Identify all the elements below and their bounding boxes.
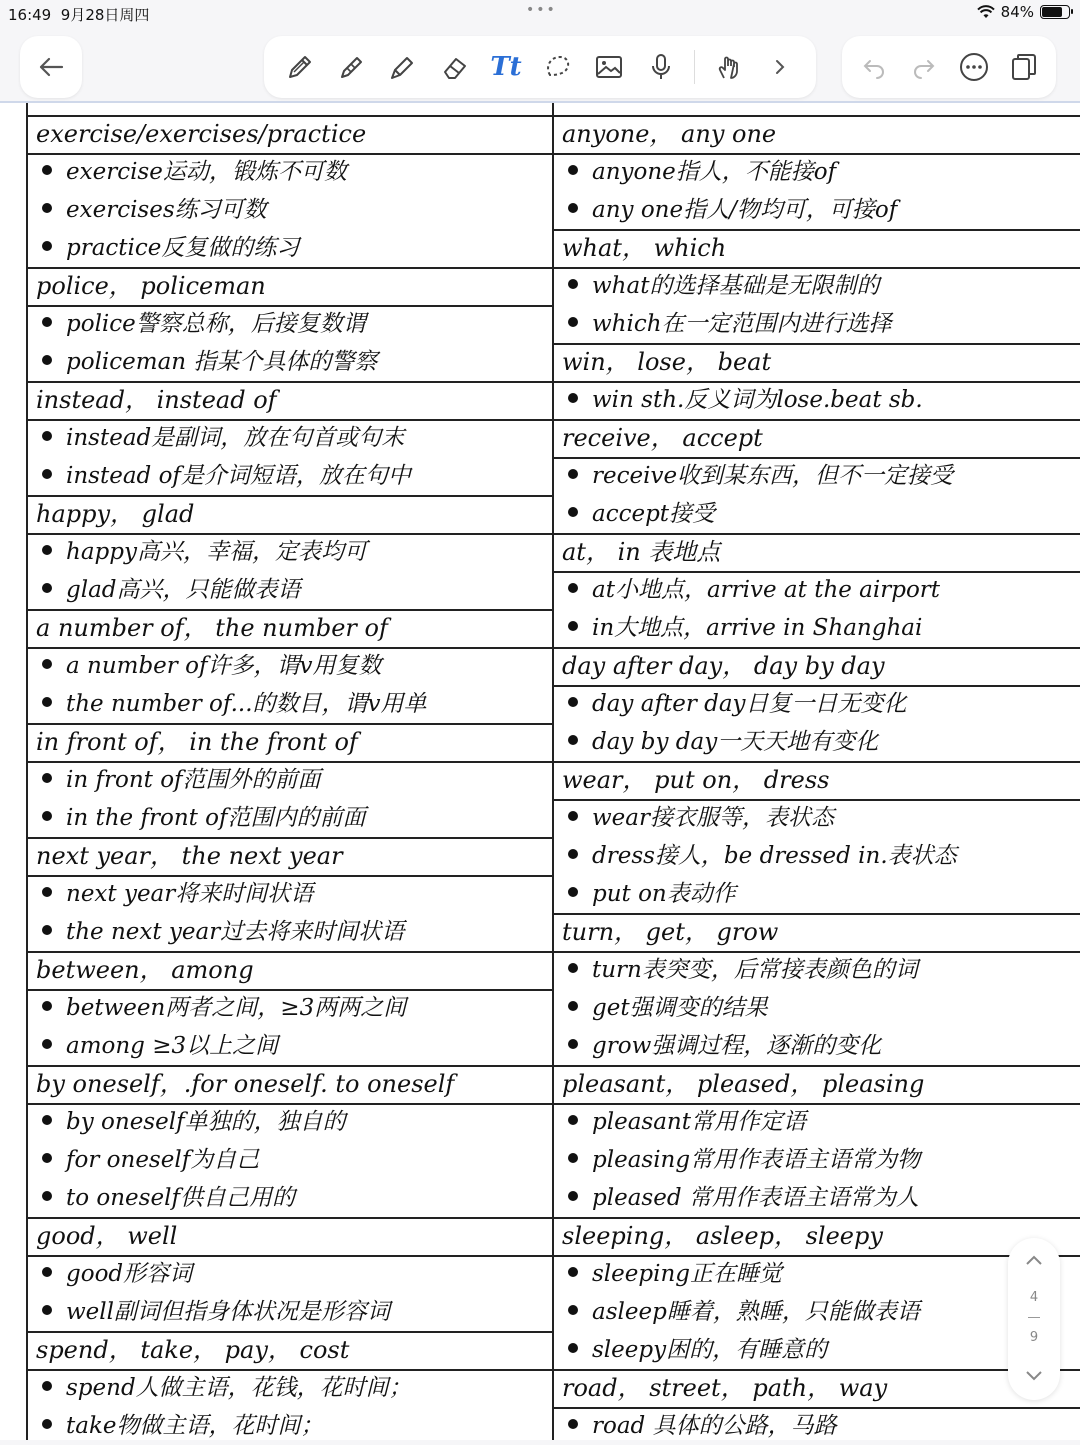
page-up-icon[interactable] xyxy=(1024,1254,1044,1266)
note-bullet-item xyxy=(28,913,554,951)
back-button[interactable] xyxy=(20,36,82,98)
bullet-icon xyxy=(42,1191,52,1201)
heading-text: by oneself，.for oneself. to oneself xyxy=(36,1070,455,1098)
note-heading xyxy=(28,495,554,533)
image-icon[interactable] xyxy=(591,49,627,85)
page-scroller[interactable] xyxy=(1008,1238,1060,1400)
note-bullet-item xyxy=(554,1141,1080,1179)
lasso-icon[interactable] xyxy=(540,49,576,85)
bullet-icon xyxy=(42,1419,52,1429)
note-bullet-item xyxy=(554,837,1080,875)
redo-icon[interactable] xyxy=(906,49,942,85)
heading-text: good， well xyxy=(36,1222,178,1250)
item-text: for oneself为自己 xyxy=(66,1147,260,1173)
total-pages: 9 xyxy=(1029,1330,1039,1345)
pencil-icon[interactable] xyxy=(385,49,421,85)
heading-text: turn， get， grow xyxy=(562,918,779,946)
bullet-icon xyxy=(568,507,578,517)
heading-text: receive， accept xyxy=(562,424,763,452)
status-time: 16:49 9月28日周四 xyxy=(8,6,150,24)
item-text: any one指人/物均可，可接of xyxy=(592,197,898,223)
note-heading xyxy=(28,1331,554,1369)
bullet-icon xyxy=(568,1001,578,1011)
note-bullet-item xyxy=(28,343,554,381)
item-text: instead of是介词短语，放在句中 xyxy=(66,463,411,489)
heading-text: win， lose， beat xyxy=(562,348,772,376)
note-bullet-item xyxy=(554,495,1080,533)
bullet-icon xyxy=(568,1115,578,1125)
item-text: win sth.反义词为lose.beat sb. xyxy=(592,387,923,413)
item-text: a number of许多，谓v用复数 xyxy=(66,653,382,679)
bullet-icon xyxy=(568,1305,578,1315)
note-bullet-item xyxy=(28,1407,554,1445)
item-text: asleep睡着，熟睡，只能做表语 xyxy=(592,1299,920,1325)
bullet-icon xyxy=(42,1039,52,1049)
note-bullet-item xyxy=(28,647,554,685)
note-bullet-item xyxy=(554,153,1080,191)
toolbar xyxy=(0,26,1080,104)
back-arrow-icon xyxy=(38,56,64,78)
item-text: among ≥3以上之间 xyxy=(66,1033,279,1059)
item-text: put on表动作 xyxy=(592,881,736,907)
bullet-icon xyxy=(42,1153,52,1163)
bullet-icon xyxy=(42,165,52,175)
note-bullet-item xyxy=(554,609,1080,647)
note-bullet-item xyxy=(28,1255,554,1293)
item-text: well副词但指身体状况是形容词 xyxy=(66,1299,391,1325)
item-text: sleepy困的，有睡意的 xyxy=(592,1337,828,1363)
note-bullet-item xyxy=(554,1331,1080,1369)
item-text: between两者之间，≥3两两之间 xyxy=(66,995,407,1021)
heading-text: anyone， any one xyxy=(562,120,777,148)
heading-text: in front of， in the front of xyxy=(36,728,358,756)
item-text: glad高兴，只能做表语 xyxy=(66,577,301,603)
bullet-icon xyxy=(568,1343,578,1353)
heading-text: road， street， path， way xyxy=(562,1374,888,1402)
note-bullet-item xyxy=(554,381,1080,419)
note-bullet-item xyxy=(28,457,554,495)
bullet-icon xyxy=(568,583,578,593)
bullet-icon xyxy=(42,697,52,707)
status-bar xyxy=(0,0,1080,26)
bullet-icon xyxy=(42,1001,52,1011)
note-bullet-item xyxy=(28,761,554,799)
note-bullet-item xyxy=(554,305,1080,343)
bullet-icon xyxy=(568,279,578,289)
battery-icon xyxy=(1040,5,1070,19)
note-bullet-item xyxy=(28,875,554,913)
bullet-icon xyxy=(42,659,52,669)
note-bullet-item xyxy=(28,1141,554,1179)
note-heading xyxy=(554,761,1080,799)
note-heading xyxy=(28,837,554,875)
heading-text: sleeping， asleep， sleepy xyxy=(562,1222,883,1250)
bullet-icon xyxy=(568,317,578,327)
note-heading xyxy=(554,229,1080,267)
note-bullet-item xyxy=(28,191,554,229)
heading-text: a number of， the number of xyxy=(36,614,388,642)
wifi-icon xyxy=(977,5,995,19)
note-heading xyxy=(554,647,1080,685)
item-text: by oneself单独的，独自的 xyxy=(66,1109,346,1135)
bullet-icon xyxy=(42,811,52,821)
status-date: 9月28日周四 xyxy=(60,6,150,24)
note-bullet-item xyxy=(554,989,1080,1027)
note-bullet-item xyxy=(28,1103,554,1141)
note-bullet-item xyxy=(554,1255,1080,1293)
bullet-icon xyxy=(568,963,578,973)
note-page[interactable] xyxy=(0,103,1080,1440)
note-heading xyxy=(554,343,1080,381)
bullet-icon xyxy=(568,887,578,897)
bullet-icon xyxy=(568,203,578,213)
document-actions xyxy=(842,36,1056,98)
item-text: dress接人，be dressed in.表状态 xyxy=(592,843,957,869)
bullet-icon xyxy=(42,469,52,479)
note-bullet-item xyxy=(28,1293,554,1331)
item-text: next year将来时间状语 xyxy=(66,881,314,907)
battery-fill xyxy=(1042,7,1062,17)
heading-text: happy， glad xyxy=(36,500,195,528)
note-heading xyxy=(554,1369,1080,1407)
bullet-icon xyxy=(568,165,578,175)
bullet-icon xyxy=(42,1381,52,1391)
item-text: anyone指人，不能接of xyxy=(592,159,837,185)
note-heading xyxy=(554,1217,1080,1255)
note-bullet-item xyxy=(28,153,554,191)
note-bullet-item xyxy=(554,1027,1080,1065)
bullet-icon xyxy=(568,1267,578,1277)
item-text: to oneself供自己用的 xyxy=(66,1185,295,1211)
note-bullet-item xyxy=(554,685,1080,723)
item-text: wear接衣服等，表状态 xyxy=(592,805,835,831)
item-text: road 具体的公路，马路 xyxy=(592,1413,837,1439)
note-bullet-item xyxy=(554,1179,1080,1217)
item-text: policeman 指某个具体的警察 xyxy=(66,349,378,375)
item-text: day by day一天天地有变化 xyxy=(592,729,879,755)
note-bullet-item xyxy=(554,571,1080,609)
undo-icon[interactable] xyxy=(856,49,892,85)
text-tool-icon[interactable]: Tt xyxy=(490,52,522,82)
note-bullet-item xyxy=(28,1179,554,1217)
bullet-icon xyxy=(568,697,578,707)
item-text: what的选择基础是无限制的 xyxy=(592,273,880,299)
heading-text: between， among xyxy=(36,956,254,984)
bullet-icon xyxy=(568,393,578,403)
item-text: in front of范围外的前面 xyxy=(66,767,321,793)
note-heading xyxy=(554,115,1080,153)
note-heading xyxy=(554,419,1080,457)
item-text: in the front of范围内的前面 xyxy=(66,805,366,831)
more-tools-chevron-icon[interactable] xyxy=(762,49,798,85)
bullet-icon xyxy=(42,545,52,555)
bullet-icon xyxy=(42,583,52,593)
item-text: instead是副词，放在句首或句末 xyxy=(66,425,405,451)
note-bullet-item xyxy=(554,875,1080,913)
bullet-icon xyxy=(42,925,52,935)
heading-text: instead， instead of xyxy=(36,386,277,414)
item-text: in大地点，arrive in Shanghai xyxy=(592,615,923,641)
item-text: pleasant常用作定语 xyxy=(592,1109,806,1135)
status-right xyxy=(977,3,1070,21)
item-text: pleasing常用作表语主语常为物 xyxy=(592,1147,921,1173)
item-text: good形容词 xyxy=(66,1261,193,1287)
note-bullet-item xyxy=(554,1293,1080,1331)
item-text: spend人做主语，花钱，花时间； xyxy=(66,1375,412,1401)
note-heading xyxy=(28,1065,554,1103)
bullet-icon xyxy=(568,1153,578,1163)
touch-gesture-icon[interactable] xyxy=(711,49,747,85)
heading-text: police， policeman xyxy=(36,272,266,300)
pen-icon[interactable] xyxy=(282,49,318,85)
item-text: at小地点，arrive at the airport xyxy=(592,577,941,603)
bullet-icon xyxy=(568,1419,578,1429)
heading-text: pleasant， pleased， pleasing xyxy=(562,1070,925,1098)
note-bullet-item xyxy=(554,267,1080,305)
item-text: grow强调过程，逐渐的变化 xyxy=(592,1033,882,1059)
note-heading xyxy=(28,1217,554,1255)
note-bullet-item xyxy=(554,723,1080,761)
drawing-tools xyxy=(264,36,816,98)
item-text: practice反复做的练习 xyxy=(66,235,300,261)
item-text: sleeping正在睡觉 xyxy=(592,1261,782,1287)
note-bullet-item xyxy=(28,533,554,571)
item-text: the number of...的数目，谓v用单 xyxy=(66,691,427,717)
toolbar-separator xyxy=(694,50,695,84)
note-bullet-item xyxy=(28,571,554,609)
item-text: happy高兴，幸福，定表均可 xyxy=(66,539,367,565)
note-bullet-item xyxy=(28,799,554,837)
heading-text: exercise/exercises/practice xyxy=(36,120,367,148)
note-heading xyxy=(28,723,554,761)
item-text: day after day日复一日无变化 xyxy=(592,691,907,717)
note-bullet-item xyxy=(28,1369,554,1407)
note-bullet-item xyxy=(28,989,554,1027)
microphone-icon[interactable] xyxy=(643,49,679,85)
bullet-icon xyxy=(42,431,52,441)
bullet-icon xyxy=(42,773,52,783)
note-bullet-item xyxy=(28,305,554,343)
note-heading xyxy=(554,533,1080,571)
note-bullet-item xyxy=(28,1027,554,1065)
bullet-icon xyxy=(42,1115,52,1125)
heading-text: spend， take， pay， cost xyxy=(36,1336,350,1364)
note-heading xyxy=(28,115,554,153)
note-bullet-item xyxy=(28,229,554,267)
note-bullet-item xyxy=(28,419,554,457)
bullet-icon xyxy=(568,735,578,745)
bullet-icon xyxy=(42,355,52,365)
item-text: pleased 常用作表语主语常为人 xyxy=(592,1185,919,1211)
bullet-icon xyxy=(42,241,52,251)
bullet-icon xyxy=(568,469,578,479)
battery-percent: 84% xyxy=(1000,3,1034,21)
more-icon[interactable] xyxy=(956,49,992,85)
item-text: which在一定范围内进行选择 xyxy=(592,311,892,337)
bullet-icon xyxy=(42,317,52,327)
bullet-icon xyxy=(568,621,578,631)
item-text: accept接受 xyxy=(592,501,716,527)
note-heading xyxy=(28,951,554,989)
note-bullet-item xyxy=(554,1407,1080,1445)
pages-icon[interactable] xyxy=(1006,49,1042,85)
note-bullet-item xyxy=(554,457,1080,495)
bullet-icon xyxy=(568,1191,578,1201)
note-bullet-item xyxy=(554,1103,1080,1141)
page-down-icon[interactable] xyxy=(1024,1370,1044,1382)
heading-text: next year， the next year xyxy=(36,842,343,870)
heading-text: day after day， day by day xyxy=(562,652,885,680)
eraser-icon[interactable] xyxy=(437,49,473,85)
multitasking-dots-icon[interactable]: ••• xyxy=(526,2,557,18)
note-bullet-item xyxy=(554,799,1080,837)
bullet-icon xyxy=(42,887,52,897)
item-text: the next year过去将来时间状语 xyxy=(66,919,405,945)
item-text: police警察总称，后接复数谓 xyxy=(66,311,366,337)
bullet-icon xyxy=(42,1305,52,1315)
note-bullet-item xyxy=(28,685,554,723)
item-text: take物做主语，花时间； xyxy=(66,1413,324,1439)
note-heading xyxy=(28,267,554,305)
left-column xyxy=(26,103,554,1440)
bullet-icon xyxy=(568,811,578,821)
note-heading xyxy=(554,913,1080,951)
heading-text: at， in 表地点 xyxy=(562,538,721,566)
note-bullet-item xyxy=(554,191,1080,229)
current-page: 4 xyxy=(1029,1290,1039,1305)
item-text: exercises练习可数 xyxy=(66,197,267,223)
bullet-icon xyxy=(568,849,578,859)
bullet-icon xyxy=(42,1267,52,1277)
note-heading xyxy=(28,381,554,419)
heading-text: wear， put on， dress xyxy=(562,766,830,794)
bullet-icon xyxy=(42,203,52,213)
note-bullet-item xyxy=(554,951,1080,989)
page-separator xyxy=(1028,1317,1040,1318)
item-text: exercise运动，锻炼不可数 xyxy=(66,159,347,185)
item-text: turn表突变，后常接表颜色的词 xyxy=(592,957,918,983)
note-heading xyxy=(554,1065,1080,1103)
right-column xyxy=(552,103,1080,1440)
highlighter-icon[interactable] xyxy=(334,49,370,85)
heading-text: what， which xyxy=(562,234,727,262)
item-text: get强调变的结果 xyxy=(592,995,768,1021)
item-text: receive收到某东西，但不一定接受 xyxy=(592,463,954,489)
bullet-icon xyxy=(568,1039,578,1049)
note-heading xyxy=(28,609,554,647)
